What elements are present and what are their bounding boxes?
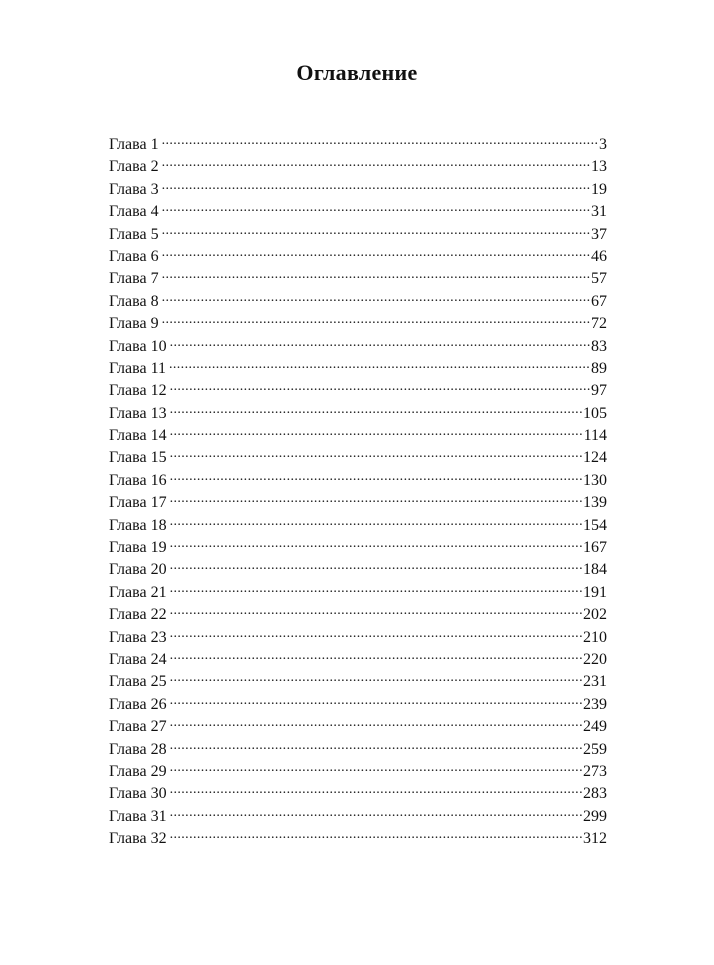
toc-entry-page-number: 46 <box>591 247 607 265</box>
toc-entry[interactable] <box>109 514 607 536</box>
toc-entry-page-number: 89 <box>591 359 607 377</box>
toc-entry-page-number: 249 <box>583 718 607 736</box>
toc-entry-label: Глава 26 <box>109 695 167 713</box>
toc-entry[interactable] <box>109 155 607 177</box>
toc-entry-label: Глава 7 <box>109 270 159 288</box>
toc-entry-label: Глава 2 <box>109 158 159 176</box>
dot-leader <box>170 424 584 440</box>
toc-entry-page-number: 299 <box>583 807 607 825</box>
toc-entry-page-number: 167 <box>583 539 607 557</box>
toc-entry-page-number: 3 <box>599 136 607 153</box>
toc-entry[interactable] <box>109 446 607 468</box>
dot-leader <box>170 491 583 507</box>
toc-entry-label: Глава 24 <box>109 650 167 668</box>
toc-entry-page-number: 114 <box>583 427 607 445</box>
dot-leader <box>162 312 591 328</box>
dot-leader <box>162 290 591 306</box>
toc-entry[interactable] <box>109 424 607 446</box>
toc-entry[interactable] <box>109 760 607 782</box>
dot-leader <box>170 760 583 776</box>
toc-entry-label: Глава 31 <box>109 807 167 825</box>
page-title: Оглавление <box>296 60 418 85</box>
toc-entry-label: Глава 11 <box>109 359 166 377</box>
toc-entry-label: Глава 18 <box>109 516 167 534</box>
toc-entry-page-number: 13 <box>591 158 607 176</box>
toc-entry-page-number: 57 <box>591 270 607 288</box>
toc-entry-label: Глава 5 <box>109 225 159 243</box>
toc-entry[interactable] <box>109 335 607 357</box>
toc-entry[interactable] <box>109 805 607 827</box>
dot-leader <box>170 782 583 798</box>
toc-entry-label: Глава 8 <box>109 292 159 310</box>
toc-entry-page-number: 83 <box>591 337 607 355</box>
toc-entry-page-number: 97 <box>591 382 607 400</box>
toc-entry-label: Глава 28 <box>109 740 167 758</box>
toc-entry[interactable] <box>109 693 607 715</box>
toc-entry[interactable] <box>109 200 607 222</box>
toc-entry-page-number: 273 <box>583 762 607 780</box>
toc-entry-page-number: 67 <box>591 292 607 310</box>
toc-entry[interactable] <box>109 491 607 513</box>
toc-entry-page-number: 191 <box>583 583 607 601</box>
toc-entry[interactable] <box>109 581 607 603</box>
toc-entry-page-number: 210 <box>583 628 607 646</box>
dot-leader <box>170 514 583 530</box>
toc-entry-label: Глава 1 <box>109 136 159 153</box>
dot-leader <box>170 738 583 754</box>
toc-entry-label: Глава 4 <box>109 203 159 221</box>
toc-entry-page-number: 139 <box>583 494 607 512</box>
toc-entry[interactable] <box>109 603 607 625</box>
toc-entry[interactable] <box>109 133 607 155</box>
toc-entry-label: Глава 9 <box>109 315 159 333</box>
toc-entry[interactable] <box>109 558 607 580</box>
dot-leader <box>170 446 583 462</box>
toc-entry[interactable] <box>109 290 607 312</box>
dot-leader <box>170 558 583 574</box>
toc-entry-label: Глава 25 <box>109 673 167 691</box>
dot-leader <box>170 670 583 686</box>
toc-entry-label: Глава 32 <box>109 830 167 848</box>
dot-leader <box>162 245 591 261</box>
toc-entry[interactable] <box>109 357 607 379</box>
toc-entry[interactable] <box>109 626 607 648</box>
toc-entry-page-number: 37 <box>591 225 607 243</box>
toc-entry[interactable] <box>109 469 607 491</box>
toc-entry-label: Глава 30 <box>109 785 167 803</box>
toc-entry[interactable] <box>109 223 607 245</box>
toc-entry[interactable] <box>109 782 607 804</box>
dot-leader <box>169 357 591 373</box>
dot-leader <box>170 335 591 351</box>
toc-entry-label: Глава 13 <box>109 404 167 422</box>
toc-entry[interactable] <box>109 715 607 737</box>
toc-entry[interactable] <box>109 536 607 558</box>
toc-entry-label: Глава 20 <box>109 561 167 579</box>
dot-leader <box>162 223 591 239</box>
toc-entry-page-number: 220 <box>583 650 607 668</box>
dot-leader <box>170 693 583 709</box>
dot-leader <box>170 648 583 664</box>
toc-entry-page-number: 19 <box>591 180 607 198</box>
toc-entry-label: Глава 16 <box>109 471 167 489</box>
toc-entry-page-number: 124 <box>583 449 607 467</box>
dot-leader <box>170 379 591 395</box>
dot-leader <box>162 200 591 216</box>
toc-entry-label: Глава 21 <box>109 583 167 601</box>
toc-entry-page-number: 31 <box>591 203 607 221</box>
toc-entry-page-number: 259 <box>583 740 607 758</box>
toc-entry-page-number: 231 <box>583 673 607 691</box>
toc-entry-page-number: 239 <box>583 695 607 713</box>
toc-entry[interactable] <box>109 402 607 424</box>
dot-leader <box>170 827 583 843</box>
toc-entry-label: Глава 22 <box>109 606 167 624</box>
toc-entry[interactable] <box>109 267 607 289</box>
dot-leader <box>170 581 583 597</box>
toc-entry-label: Глава 15 <box>109 449 167 467</box>
toc-entry-label: Глава 27 <box>109 718 167 736</box>
dot-leader <box>170 603 583 619</box>
toc-entry-page-number: 72 <box>591 315 607 333</box>
dot-leader <box>162 133 599 149</box>
dot-leader <box>162 267 591 283</box>
toc-entry[interactable] <box>109 178 607 200</box>
toc-entry-page-number: 154 <box>583 516 607 534</box>
toc-entry[interactable] <box>109 245 607 267</box>
toc-entry-page-number: 184 <box>583 561 607 579</box>
toc-entry-page-number: 105 <box>583 404 607 422</box>
toc-entry[interactable] <box>109 738 607 760</box>
dot-leader <box>170 715 583 731</box>
toc-entry-label: Глава 6 <box>109 247 159 265</box>
dot-leader <box>170 469 583 485</box>
toc-entry[interactable] <box>109 670 607 692</box>
toc-entry[interactable] <box>109 827 607 849</box>
dot-leader <box>170 626 583 642</box>
toc-entry-label: Глава 3 <box>109 180 159 198</box>
table-of-contents <box>109 133 607 850</box>
toc-entry-page-number: 130 <box>583 471 607 489</box>
toc-entry-label: Глава 29 <box>109 762 167 780</box>
toc-entry-label: Глава 19 <box>109 539 167 557</box>
toc-entry-page-number: 312 <box>583 830 607 848</box>
toc-entry-label: Глава 12 <box>109 382 167 400</box>
toc-entry[interactable] <box>109 312 607 334</box>
toc-entry-label: Глава 10 <box>109 337 167 355</box>
toc-entry-label: Глава 17 <box>109 494 167 512</box>
dot-leader <box>170 402 583 418</box>
toc-entry[interactable] <box>109 379 607 401</box>
dot-leader <box>170 805 583 821</box>
dot-leader <box>170 536 583 552</box>
toc-entry-page-number: 283 <box>583 785 607 803</box>
dot-leader <box>162 155 591 171</box>
toc-entry-page-number: 202 <box>583 606 607 624</box>
toc-entry-label: Глава 23 <box>109 628 167 646</box>
toc-entry[interactable] <box>109 648 607 670</box>
dot-leader <box>162 178 591 194</box>
toc-entry-label: Глава 14 <box>109 427 167 445</box>
